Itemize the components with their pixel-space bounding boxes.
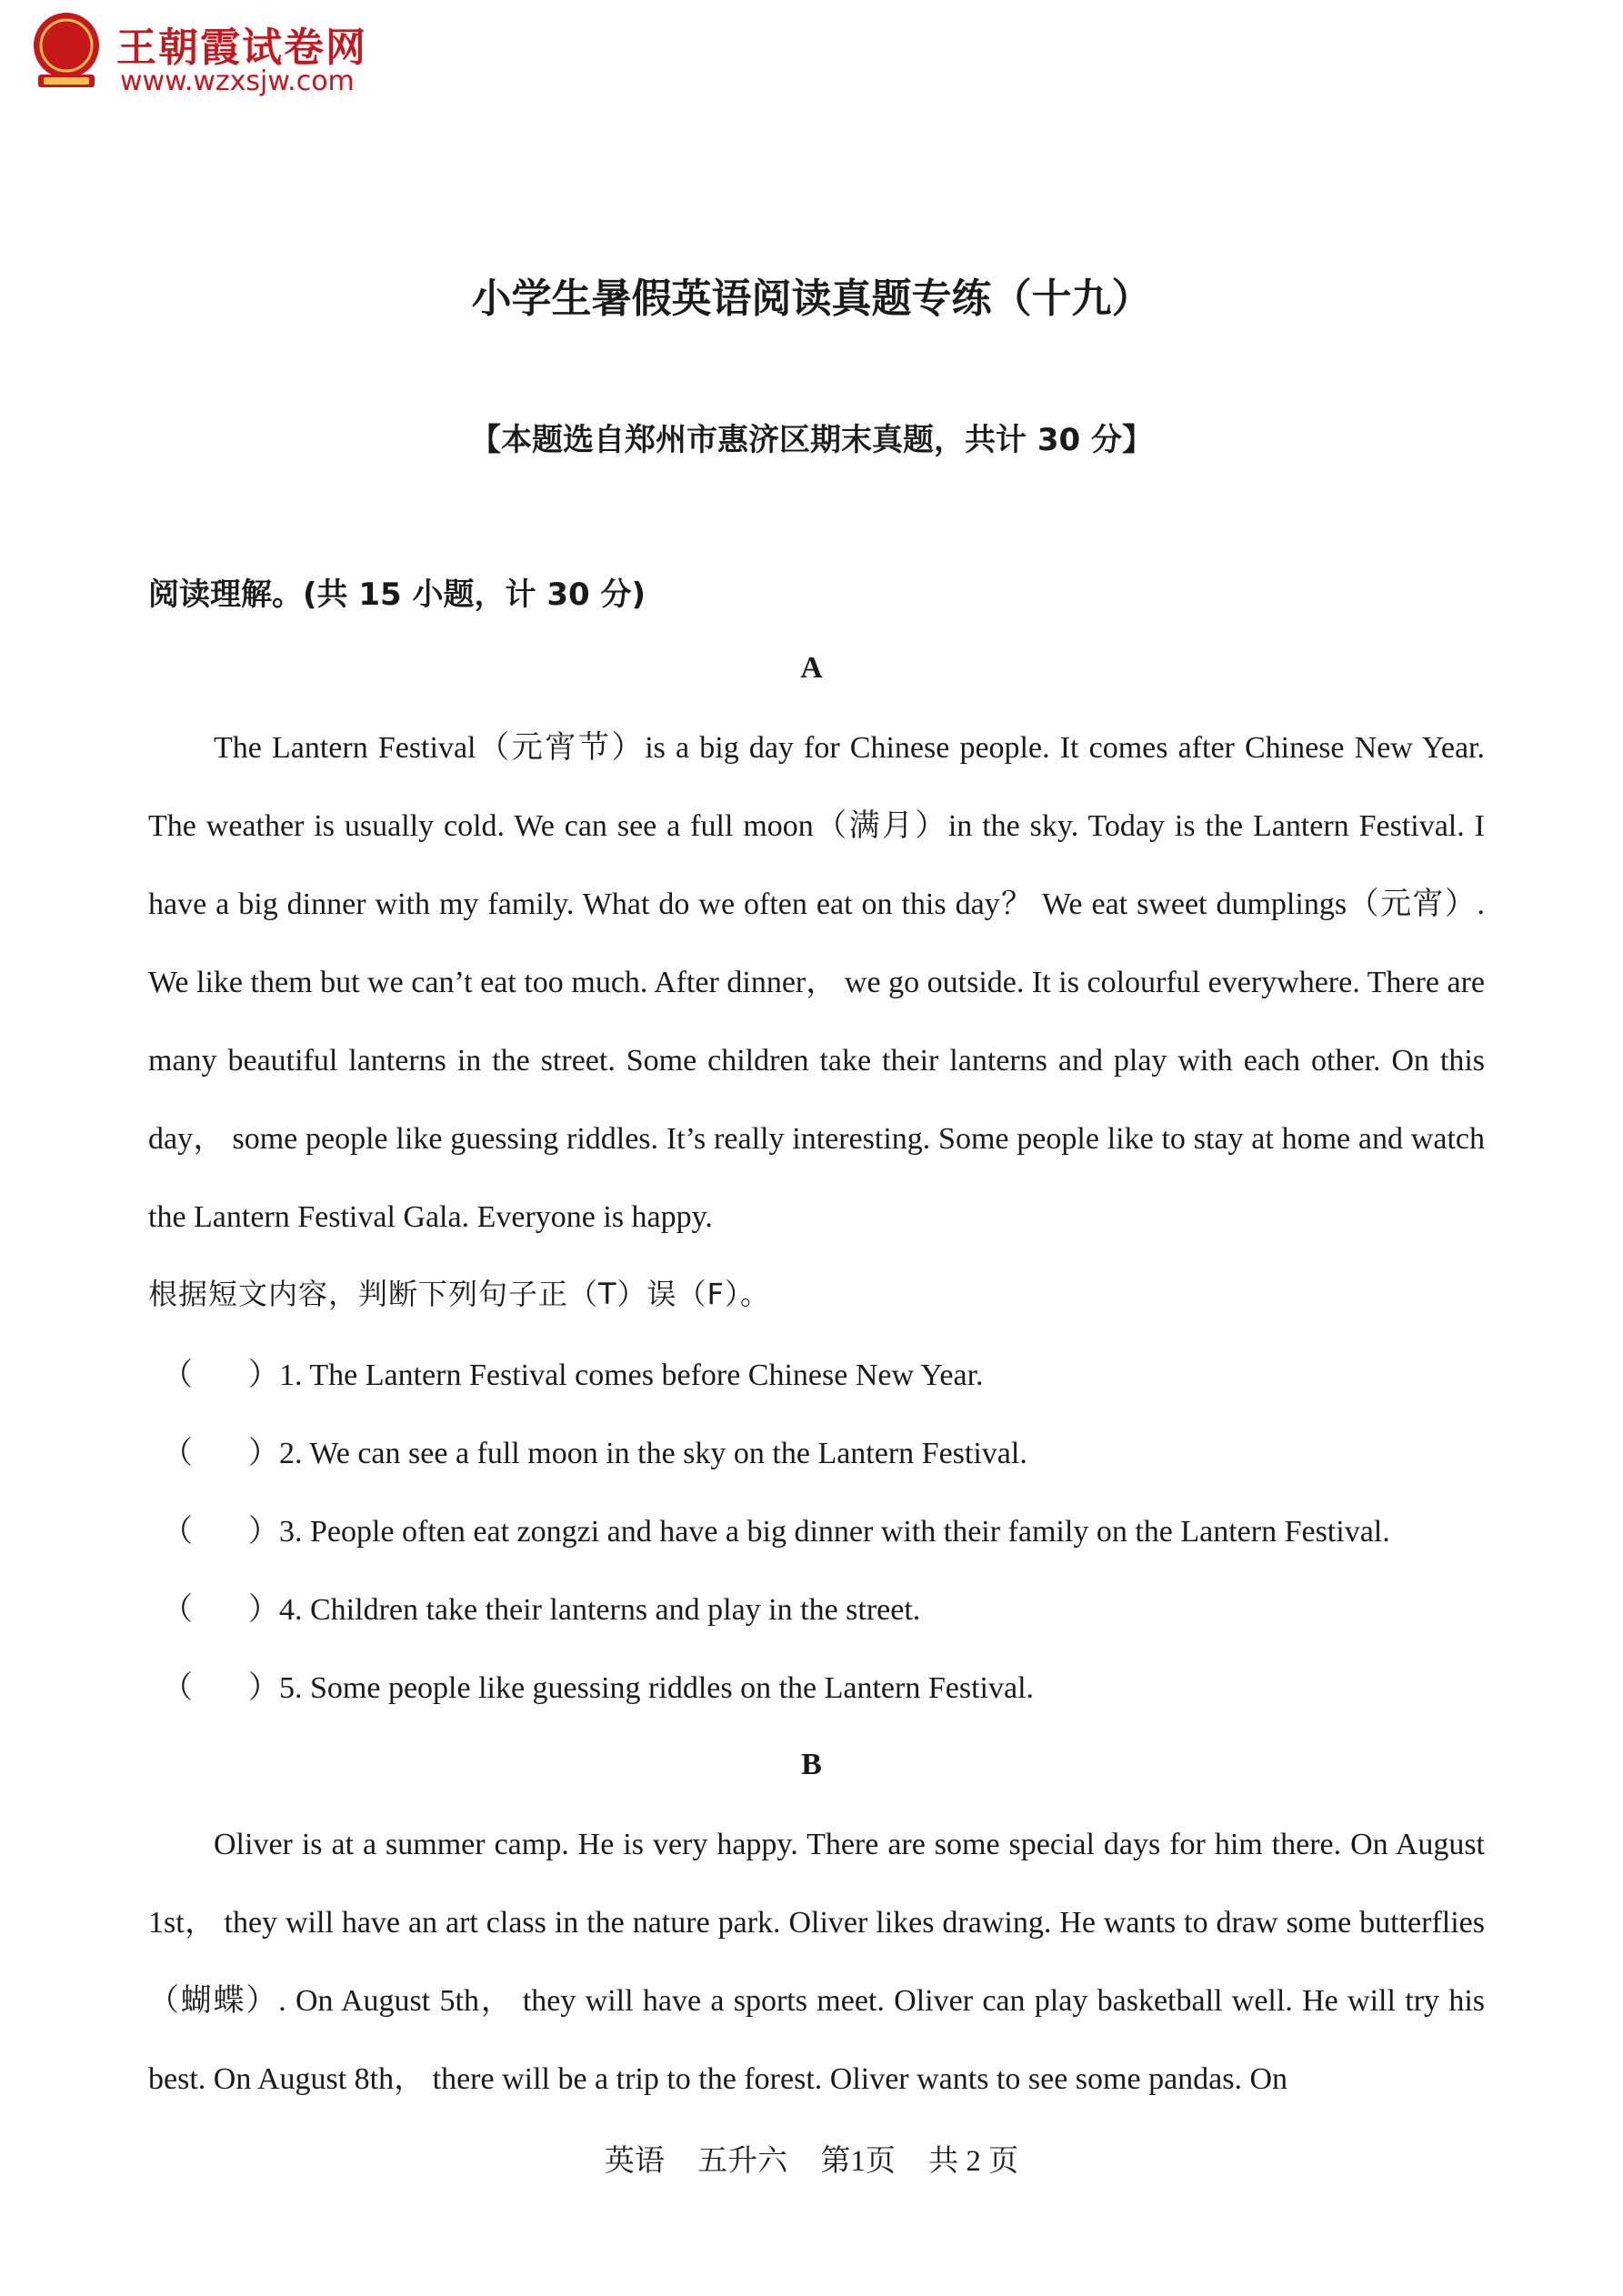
passage-b-text: Oliver is at a summer camp. He is very happy. There are some special days for him there. On August 1st， they will have an art class in the nature park. Oliver likes drawing. He wants to draw some butterflies（蝴蝶）. On August 5th， they will have a sports meet. Oliver can play basketball well. He will try his best. On August 8th， there will be a trip to the forest. Oliver wants to see some pandas. On xyxy=(148,1828,1485,2096)
footer-total: 共 2 页 xyxy=(928,2145,1019,2178)
emblem-icon xyxy=(25,9,107,91)
question-text: ）1. The Lantern Festival comes before Chinese New Year. xyxy=(248,1359,984,1392)
site-logo xyxy=(25,9,407,109)
passage-a-label: A xyxy=(800,651,823,685)
answer-blank[interactable]: （ xyxy=(162,1359,193,1392)
question-item xyxy=(162,1506,1390,1550)
instruction: 根据短文内容，判断下列句子正（T）误（F）。 xyxy=(148,1277,770,1311)
page-title: 小学生暑假英语阅读真题专练（十九） xyxy=(471,276,1152,322)
page-subtitle: 【本题选自郑州市惠济区期末真题，共计 30 分】 xyxy=(470,422,1153,458)
question-text: ）3. People often eat zongzi and have a big dinner with their family on the Lantern Festival. xyxy=(248,1515,1390,1549)
brand-url: www.wzxsjw.com xyxy=(120,65,355,97)
section-heading: 阅读理解。(共 15 小题，计 30 分) xyxy=(148,577,646,613)
passage-b-label: B xyxy=(801,1748,822,1781)
answer-blank[interactable]: （ xyxy=(162,1593,193,1627)
answer-blank[interactable]: （ xyxy=(162,1515,193,1549)
brand-name: 王朝霞试卷网 xyxy=(116,25,367,71)
question-item xyxy=(162,1584,920,1629)
question-item xyxy=(162,1349,984,1394)
question-text: ）5. Some people like guessing riddles on the Lantern Festival. xyxy=(248,1671,1035,1705)
question-text: ）2. We can see a full moon in the sky on the Lantern Festival. xyxy=(248,1437,1027,1470)
footer-page: 第1页 xyxy=(820,2145,896,2178)
question-item xyxy=(162,1662,1034,1707)
question-item xyxy=(162,1428,1027,1472)
footer-subject: 英语 xyxy=(604,2145,665,2178)
answer-blank[interactable]: （ xyxy=(162,1671,193,1705)
question-text: ）4. Children take their lanterns and play in the street. xyxy=(248,1593,921,1627)
passage-a-text: The Lantern Festival（元宵节）is a big day for Chinese people. It comes after Chinese New Year. The weather is usually cold. We can see a full moon（满月）in the sky. Today is the Lantern Festival. I have a big dinner with my family. What do we often eat on this day？ We eat sweet dumplings（元宵）. We like them but we can’t eat too much. After dinner， we go outside. It is colourful everywhere. There are many beautiful lanterns in the street. Some children take their lanterns and play with each other. On this day， some people like guessing riddles. It’s really interesting. Some people like to stay at home and watch the Lantern Festival Gala. Everyone is happy. xyxy=(148,731,1485,1234)
page-footer xyxy=(0,2137,1623,2180)
footer-grade: 五升六 xyxy=(697,2145,788,2178)
answer-blank[interactable]: （ xyxy=(162,1437,193,1470)
